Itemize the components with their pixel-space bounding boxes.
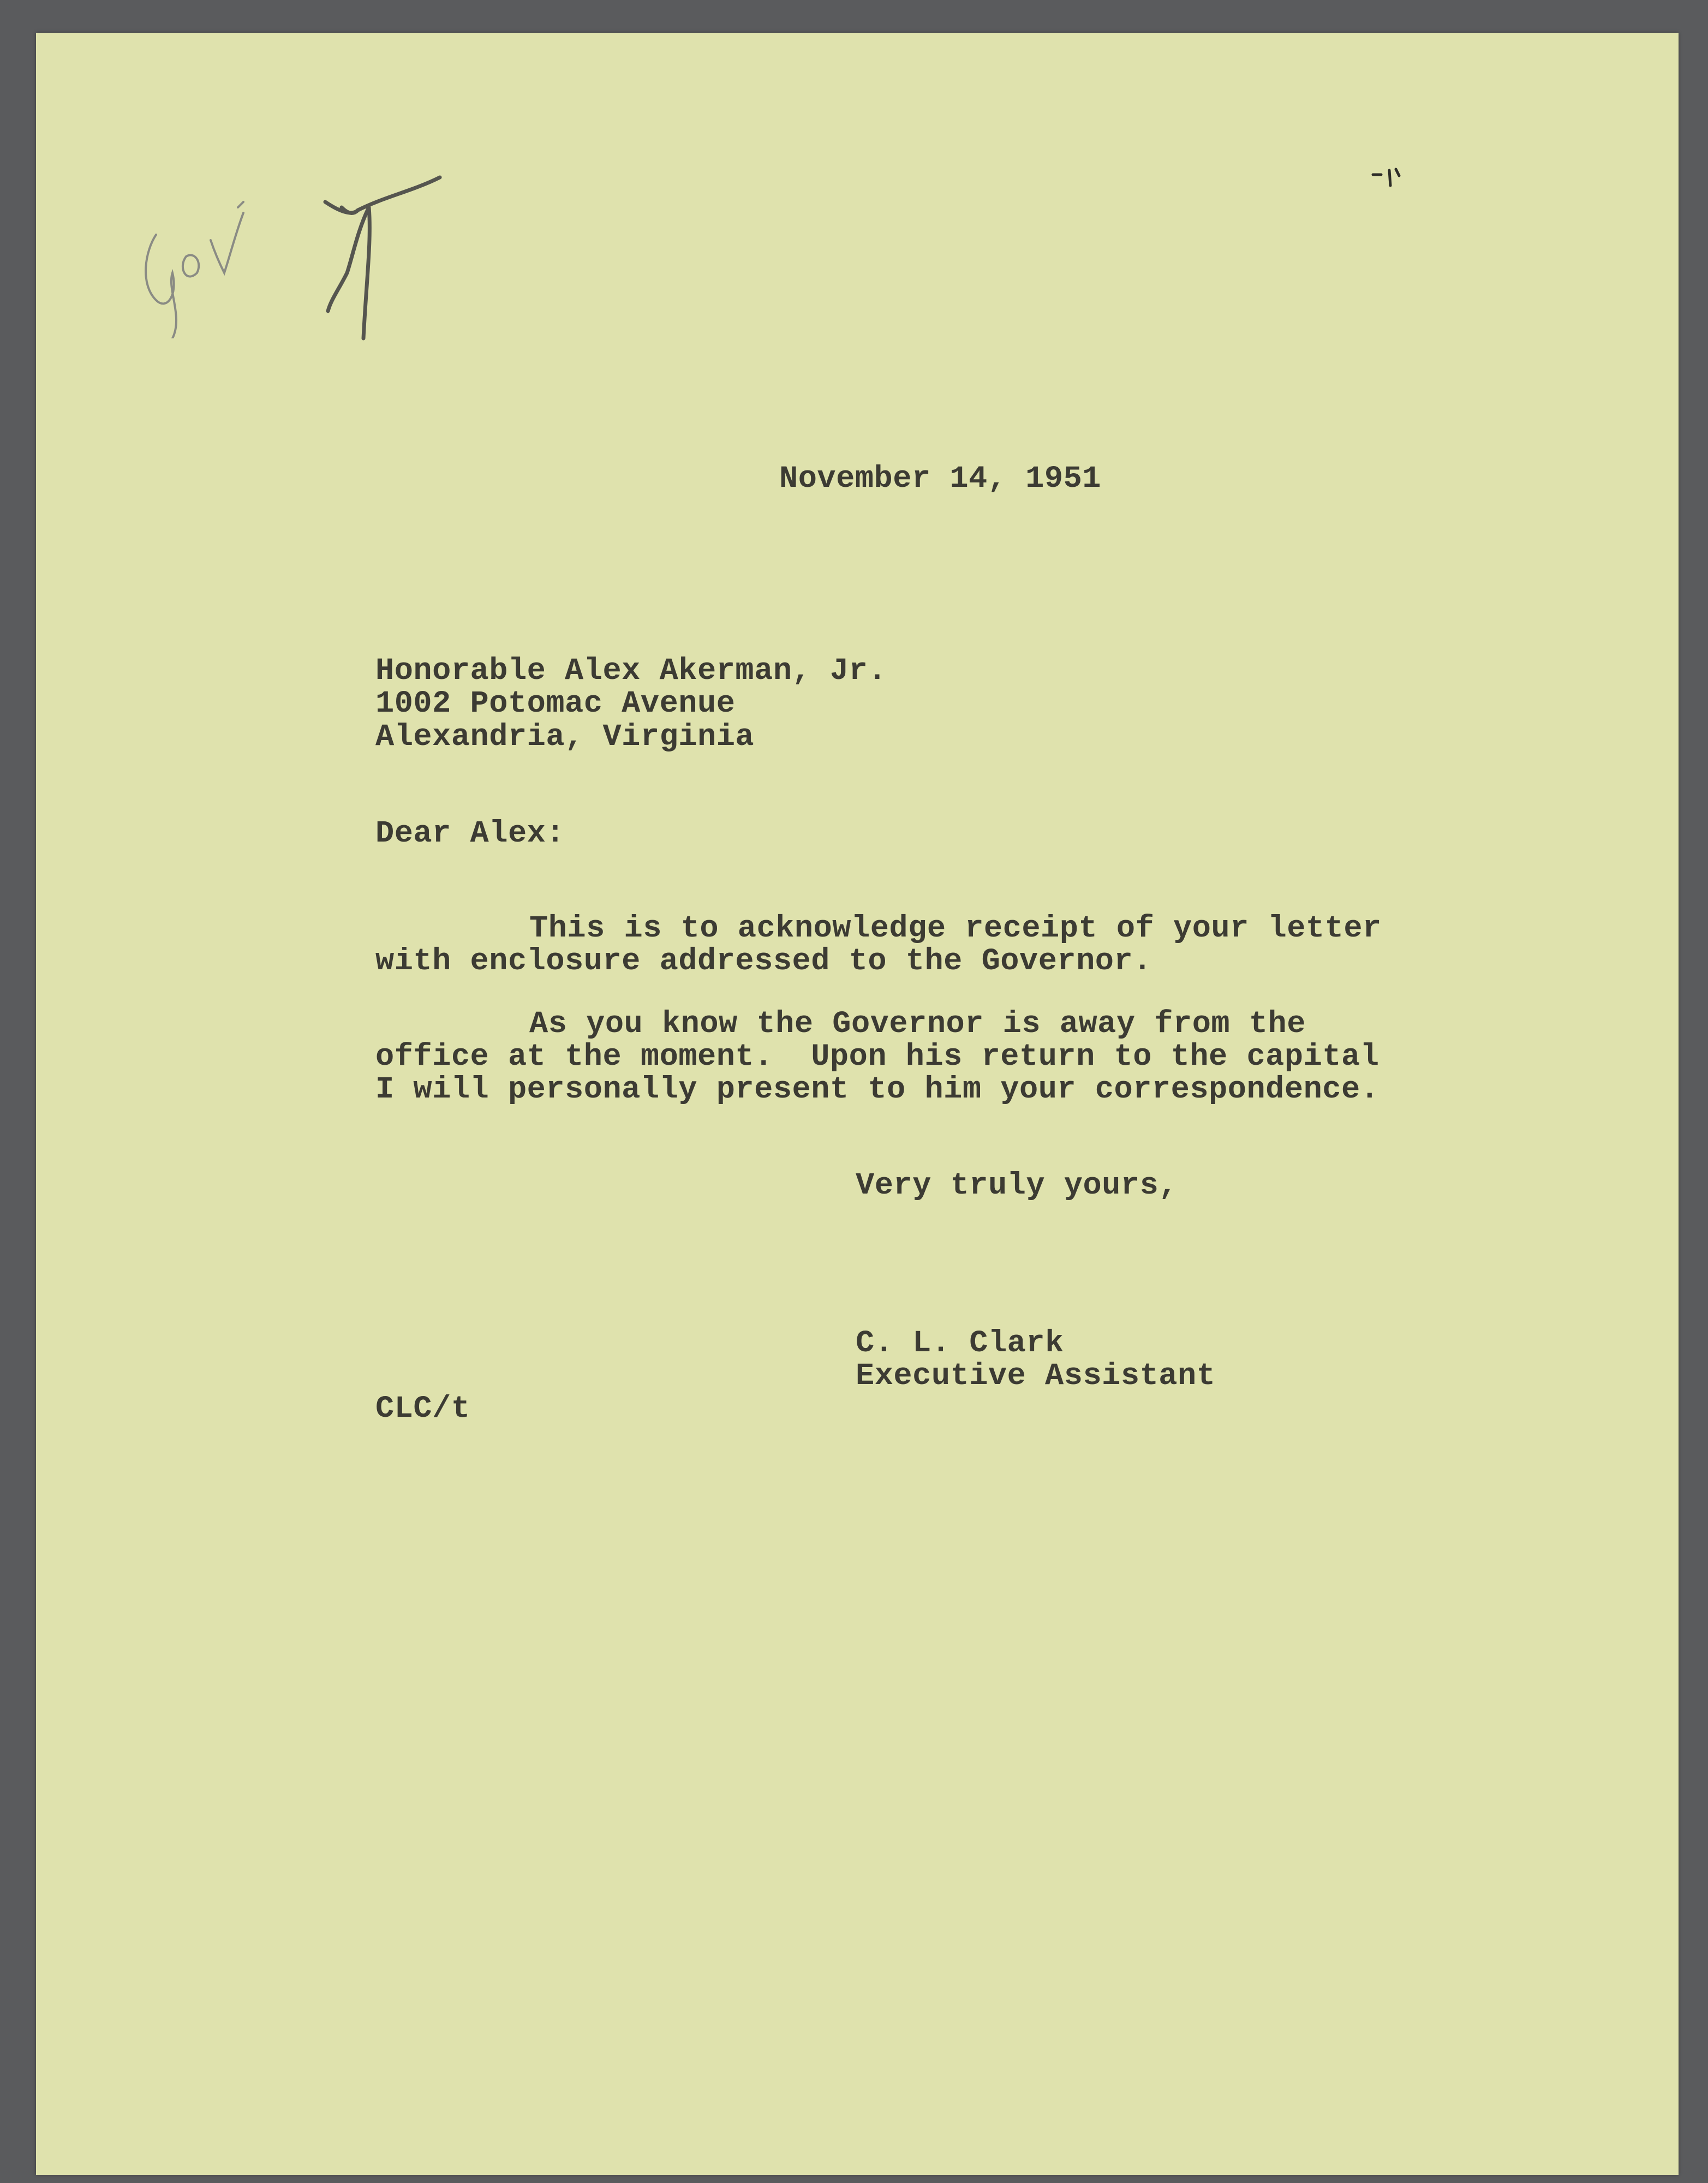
body-paragraph-1-line-1: This is to acknowledge receipt of your letter xyxy=(529,911,1382,946)
body-paragraph-2-line-1: As you know the Governor is away from the xyxy=(529,1007,1306,1042)
body-paragraph-1-line-2: with enclosure addressed to the Governor. xyxy=(375,944,1152,979)
pencil-annotation-gov xyxy=(134,175,265,338)
recipient-city: Alexandria, Virginia xyxy=(375,720,755,755)
letter-page xyxy=(36,33,1679,2175)
salutation: Dear Alex: xyxy=(375,816,565,851)
body-paragraph-2-line-2: office at the moment. Upon his return to the capital xyxy=(375,1040,1379,1075)
signer-name: C. L. Clark xyxy=(856,1326,1064,1361)
recipient-name: Honorable Alex Akerman, Jr. xyxy=(375,654,887,689)
recipient-street: 1002 Potomac Avenue xyxy=(375,687,736,721)
corner-mark xyxy=(1367,164,1411,207)
body-paragraph-2-line-3: I will personally present to him your correspondence. xyxy=(375,1072,1379,1107)
complimentary-close: Very truly yours, xyxy=(856,1168,1178,1203)
pencil-annotation-seven xyxy=(276,164,456,344)
letter-date: November 14, 1951 xyxy=(779,462,1101,497)
signer-title: Executive Assistant xyxy=(856,1359,1216,1394)
reference-initials: CLC/t xyxy=(375,1392,470,1427)
